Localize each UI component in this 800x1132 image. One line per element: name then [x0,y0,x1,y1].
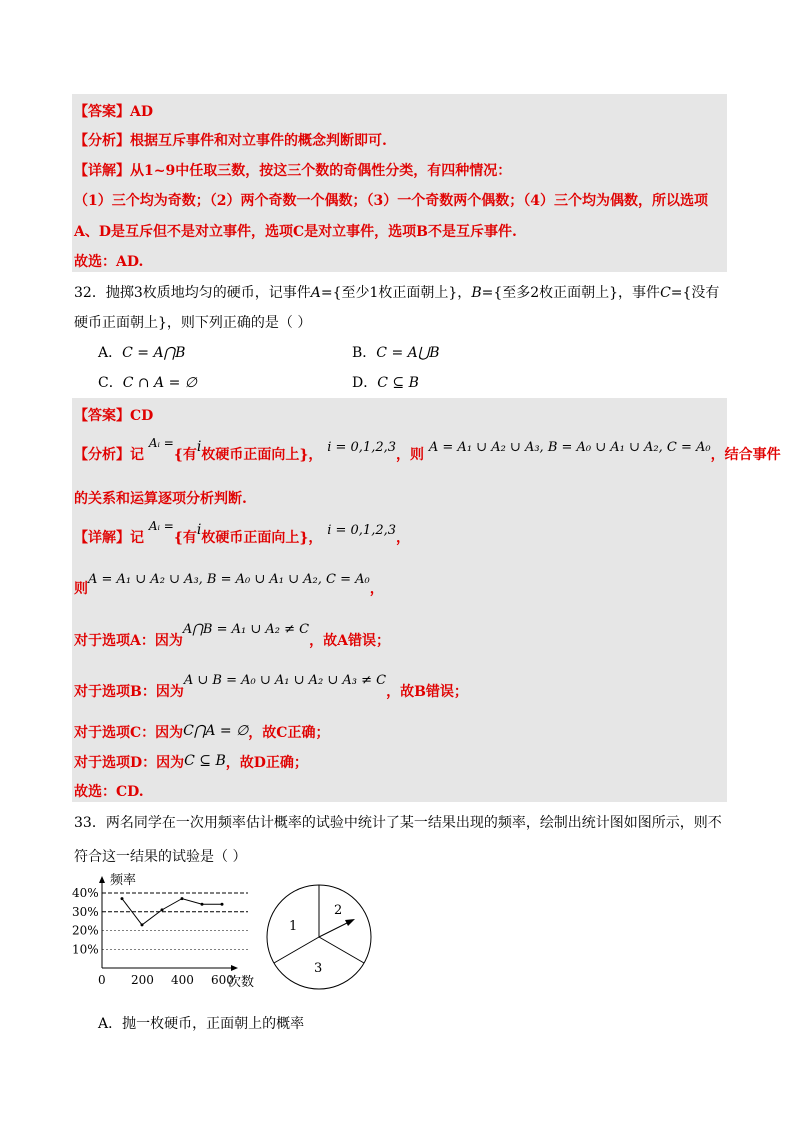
q32-option-b [352,342,440,362]
analysis-2-pre: 【分析】记 [74,447,144,463]
detail-2-option-b-math: A ∪ B = A₀ ∪ A₁ ∪ A₂ ∪ A₃ ≠ C [183,673,387,688]
q33-stem-line2: 符合这一结果的试验是（ ） [74,849,247,865]
spinner-arrow-head [345,919,355,926]
analysis-2-relations: A = A₁ ∪ A₂ ∪ A₃, B = A₀ ∪ A₁ ∪ A₂, C = A₀ [428,440,711,455]
q32-option-d-label: D． [352,375,378,391]
chart-ytick-label: 20% [72,923,99,938]
chart-point [201,903,204,906]
detail-2-then: 则 [74,581,88,597]
detail-2-irange: i = 0,1,2,3 [327,523,397,538]
detail-2-option-d [74,752,308,772]
q32-option-b-math: C = A⋃B [376,345,440,361]
chart-xlabel: 次数 [228,975,255,990]
detail-2-brace: {有 [173,530,197,546]
q32-option-c-math: C ∩ A = ∅ [122,375,197,391]
analysis-2-combine: ，结合事件 [710,447,781,463]
analysis-1: 【分析】根据互斥事件和对立事件的概念判断即可. [74,133,387,149]
chart-x-arrow [231,965,238,971]
q32-set-a: A [310,285,321,301]
q32-stem-line2: 硬币正面朝上}，则下列正确的是（ ） [74,315,312,331]
q32-option-a [98,342,185,362]
detail-2-option-d-math: C ⊆ B [184,753,226,769]
chart-y-arrow [99,876,105,883]
detail-2-option-a-math: A⋂B = A₁ ∪ A₂ ≠ C [182,622,310,637]
detail-2-brace-end: 枚硬币正面向上}， [201,530,323,546]
detail-2-relations: A = A₁ ∪ A₂ ∪ A₃, B = A₀ ∪ A₁ ∪ A₂, C = A₀ [88,572,370,587]
answer-1: 【答案】AD [74,104,154,120]
detail-2-option-b [74,673,468,701]
chart-xtick-label: 0 [98,973,106,987]
q32-set-c: C [660,285,671,301]
chart-xtick-label: 400 [171,973,194,987]
cases-2: A、D是互斥但不是对立事件，选项C是对立事件，选项B不是互斥事件. [74,224,517,240]
analysis-2-brace-end: 枚硬币正面向上}， [201,447,323,463]
analysis-2-ai: Aᵢ = [148,436,174,450]
analysis-2 [74,436,781,464]
analysis-2-brace: {有 [173,447,197,463]
q32-option-d-math: C ⊆ B [377,375,419,391]
spinner-sector-3: 3 [314,961,323,976]
chart-point [221,903,224,906]
q32-stem-line1 [74,282,719,302]
q32-set-b: B [471,285,482,301]
detail-2-relations-line [74,572,384,598]
detail-2-option-c-post: ，故C正确； [248,725,330,741]
spinner-figure [259,877,379,997]
detail-2-end: ， [396,530,411,546]
detail-2-option-c-math: C⋂A = ∅ [183,723,249,739]
q32-eq3: ={没有 [670,285,720,301]
frequency-chart [70,868,270,998]
detail-2-option-d-post: ，故D正确； [225,755,308,771]
q32-option-a-math: C = A⋂B [122,345,186,361]
q32-option-b-label: B． [352,345,377,361]
q32-eq1: ={至少1枚正面朝上}， [320,285,472,301]
detail-2-option-a [74,622,390,650]
chart-point [161,908,164,911]
detail-2-option-d-pre: 对于选项D：因为 [74,755,185,771]
detail-1: 【详解】从1~9中任取三数，按这三个数的奇偶性分类，有四种情况： [74,163,512,179]
detail-2 [74,519,411,547]
q32-option-a-label: A． [98,345,123,361]
detail-2-option-a-pre: 对于选项A：因为 [74,633,183,649]
spinner-sector-2: 2 [334,903,343,918]
q32-option-c-label: C． [98,375,123,391]
q32-option-c [98,372,197,392]
spinner-divider-right [319,937,364,963]
q32-option-d [352,372,419,392]
detail-2-option-c-pre: 对于选项C：因为 [74,725,184,741]
chart-xtick-label: 200 [131,973,154,987]
analysis-2-i: i [196,439,202,455]
chart-ytick-label: 30% [72,904,99,919]
analysis-2-then: ，则 [396,447,425,463]
chart-ytick-label: 40% [72,886,99,900]
spinner-pointer [319,921,351,937]
detail-2-ai: Aᵢ = [148,519,174,533]
detail-2-option-c [74,722,329,742]
chart-ytick-label: 10% [72,942,99,957]
detail-2-pre: 【详解】记 [74,530,144,546]
analysis-2-cont: 的关系和运算逐项分析判断. [74,491,247,507]
q33-stem-line1: 33．两名同学在一次用频率估计概率的试验中统计了某一结果出现的频率，绘制出统计图如图所示，则不 [74,815,722,831]
q33-option-a: A．抛一枚硬币，正面朝上的概率 [98,1016,305,1032]
cases-1: （1）三个均为奇数；（2）两个奇数一个偶数；（3）一个奇数两个偶数；（4）三个均为偶数，所以选项 [74,193,708,209]
chart-point [181,897,184,900]
detail-2-i: i [196,522,202,538]
chart-xtick-label: 600 [211,973,234,987]
chart-ylabel: 频率 [110,873,137,888]
detail-2-comma: ， [369,581,384,597]
q32-eq2: ={至多2枚正面朝上}，事件 [481,285,661,301]
detail-2-option-a-post: ，故A错误； [309,633,390,649]
analysis-2-irange: i = 0,1,2,3 [327,440,397,455]
spinner-divider-left [274,937,319,963]
choose-2: 故选：CD. [74,784,144,800]
chart-point [121,897,124,900]
detail-2-option-b-post: ，故B错误； [386,684,468,700]
choose-1: 故选：AD. [74,254,144,270]
chart-point [141,923,144,926]
answer-2: 【答案】CD [74,408,154,424]
answer-block-1 [72,94,727,272]
detail-2-option-b-pre: 对于选项B：因为 [74,684,184,700]
spinner-sector-1: 1 [289,919,298,934]
q32-stem-a: 32．抛掷3枚质地均匀的硬币，记事件 [74,285,311,301]
